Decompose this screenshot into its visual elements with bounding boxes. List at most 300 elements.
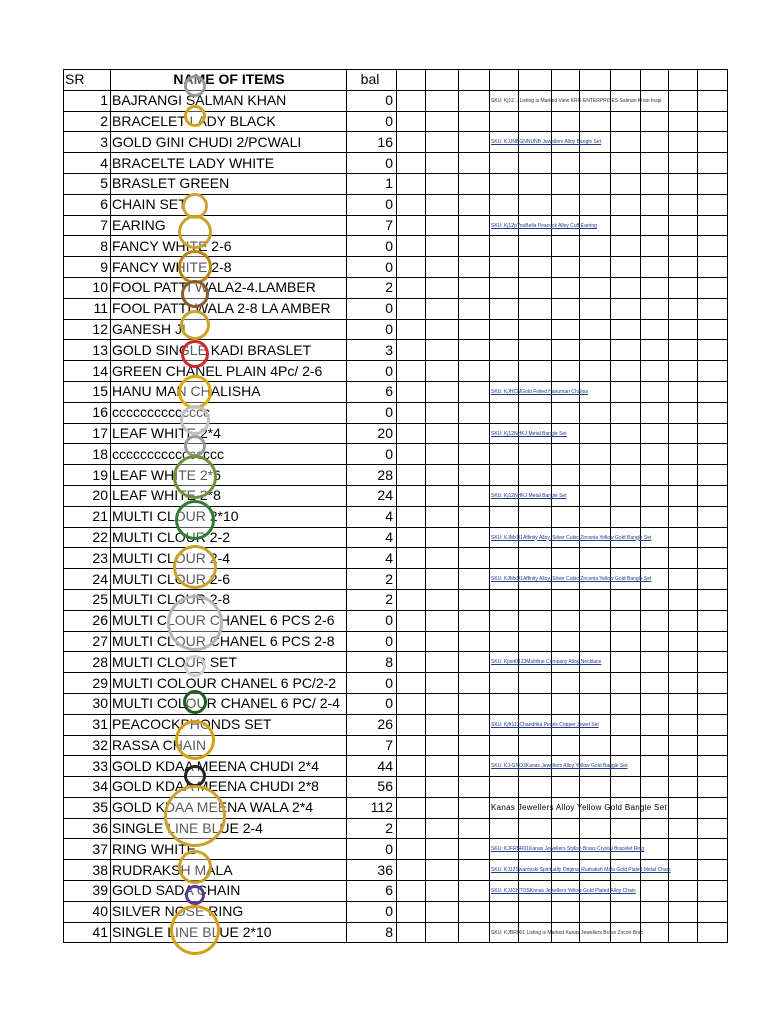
cell[interactable]: [490, 298, 519, 319]
cell[interactable]: [611, 777, 641, 798]
cell[interactable]: [669, 527, 698, 548]
cell[interactable]: [669, 756, 698, 777]
sr-cell[interactable]: 5: [64, 173, 111, 194]
cell[interactable]: [552, 277, 580, 298]
cell[interactable]: [669, 319, 698, 340]
cell[interactable]: [669, 361, 698, 382]
cell[interactable]: [698, 444, 728, 465]
cell[interactable]: [490, 277, 519, 298]
cell[interactable]: [552, 589, 580, 610]
cell[interactable]: [552, 70, 580, 91]
sr-cell[interactable]: 27: [64, 631, 111, 652]
sr-cell[interactable]: 13: [64, 340, 111, 361]
cell[interactable]: [698, 277, 728, 298]
cell[interactable]: [397, 153, 426, 174]
item-name-cell[interactable]: MULTI CLOUR 2-8: [111, 589, 347, 610]
cell[interactable]: [580, 444, 611, 465]
cell[interactable]: [459, 922, 490, 943]
cell[interactable]: [580, 298, 611, 319]
cell[interactable]: [490, 194, 519, 215]
item-name-cell[interactable]: LEAF WHITE 2*8: [111, 485, 347, 506]
cell[interactable]: [611, 652, 641, 673]
sr-cell[interactable]: 36: [64, 818, 111, 839]
cell[interactable]: [611, 381, 641, 402]
cell[interactable]: [641, 465, 669, 486]
cell[interactable]: [698, 257, 728, 278]
listing-note[interactable]: SKU: KJJCHTOSKanas Jewellers Yellow Gold Plated Alloy Chain: [491, 888, 636, 895]
cell[interactable]: [641, 901, 669, 922]
cell[interactable]: [426, 756, 459, 777]
cell[interactable]: [459, 756, 490, 777]
cell[interactable]: [698, 340, 728, 361]
bal-cell[interactable]: 2: [347, 277, 397, 298]
item-name-cell[interactable]: MULTI COLOUR CHANEL 6 PC/2-2: [111, 673, 347, 694]
cell[interactable]: [641, 298, 669, 319]
cell[interactable]: [519, 298, 552, 319]
sr-cell[interactable]: 18: [64, 444, 111, 465]
item-name-cell[interactable]: cccccccccccccccc: [111, 444, 347, 465]
cell[interactable]: [397, 839, 426, 860]
cell[interactable]: [397, 423, 426, 444]
cell[interactable]: [519, 673, 552, 694]
cell[interactable]: [397, 236, 426, 257]
cell[interactable]: [397, 194, 426, 215]
cell[interactable]: [611, 673, 641, 694]
bal-cell[interactable]: 26: [347, 714, 397, 735]
sr-cell[interactable]: 15: [64, 381, 111, 402]
cell[interactable]: [397, 881, 426, 902]
cell[interactable]: [641, 173, 669, 194]
cell[interactable]: [669, 132, 698, 153]
cell[interactable]: [552, 777, 580, 798]
listing-note[interactable]: SKU: Kjset0123Multiline Company Alloy Necklace: [491, 659, 602, 666]
sr-cell[interactable]: 16: [64, 402, 111, 423]
cell[interactable]: [698, 236, 728, 257]
cell[interactable]: [611, 485, 641, 506]
cell[interactable]: [552, 194, 580, 215]
cell[interactable]: [397, 631, 426, 652]
cell[interactable]: [459, 714, 490, 735]
cell[interactable]: [397, 652, 426, 673]
cell[interactable]: [426, 839, 459, 860]
cell[interactable]: [490, 693, 519, 714]
cell[interactable]: [426, 132, 459, 153]
cell[interactable]: [490, 860, 671, 881]
cell[interactable]: [459, 631, 490, 652]
item-name-cell[interactable]: BRASLET GREEN: [111, 173, 347, 194]
cell[interactable]: [519, 70, 552, 91]
item-name-cell[interactable]: FANCY WHITE 2-6: [111, 236, 347, 257]
cell[interactable]: [698, 818, 728, 839]
cell[interactable]: [459, 797, 490, 818]
cell[interactable]: [552, 818, 580, 839]
cell[interactable]: [397, 756, 426, 777]
cell[interactable]: [611, 402, 641, 423]
listing-note[interactable]: SKU: Kjfr113Chandrika Pearls Copper Jewel Set: [491, 721, 599, 728]
cell[interactable]: [490, 423, 567, 444]
bal-cell[interactable]: 28: [347, 465, 397, 486]
cell[interactable]: [552, 548, 580, 569]
sr-cell[interactable]: 4: [64, 153, 111, 174]
item-name-cell[interactable]: RASSA CHAIN: [111, 735, 347, 756]
bal-cell[interactable]: 4: [347, 506, 397, 527]
cell[interactable]: [698, 319, 728, 340]
cell[interactable]: [669, 610, 698, 631]
cell[interactable]: [669, 652, 698, 673]
cell[interactable]: [519, 173, 552, 194]
cell[interactable]: [490, 777, 519, 798]
bal-cell[interactable]: 0: [347, 111, 397, 132]
cell[interactable]: [490, 361, 519, 382]
cell[interactable]: [459, 236, 490, 257]
cell[interactable]: [611, 70, 641, 91]
cell[interactable]: [490, 652, 602, 673]
bal-cell[interactable]: 8: [347, 652, 397, 673]
cell[interactable]: [552, 361, 580, 382]
item-name-cell[interactable]: GREEN CHANEL PLAIN 4Pc/ 2-6: [111, 361, 347, 382]
cell[interactable]: [669, 70, 698, 91]
cell[interactable]: [698, 361, 728, 382]
bal-cell[interactable]: 0: [347, 298, 397, 319]
bal-cell[interactable]: 6: [347, 381, 397, 402]
cell[interactable]: [426, 70, 459, 91]
item-name-cell[interactable]: FANCY WHITE 2-8: [111, 257, 347, 278]
cell[interactable]: [490, 465, 519, 486]
cell[interactable]: [459, 70, 490, 91]
cell[interactable]: [397, 465, 426, 486]
cell[interactable]: [426, 465, 459, 486]
sr-cell[interactable]: 39: [64, 881, 111, 902]
cell[interactable]: [397, 444, 426, 465]
cell[interactable]: [611, 153, 641, 174]
cell[interactable]: [641, 485, 669, 506]
cell[interactable]: [611, 506, 641, 527]
item-name-cell[interactable]: GOLD GINI CHUDI 2/PCWALI: [111, 132, 347, 153]
cell[interactable]: [426, 777, 459, 798]
cell[interactable]: [641, 735, 669, 756]
cell[interactable]: [426, 673, 459, 694]
cell[interactable]: [459, 444, 490, 465]
cell[interactable]: [698, 589, 728, 610]
cell[interactable]: [552, 465, 580, 486]
cell[interactable]: [698, 777, 728, 798]
cell[interactable]: [698, 423, 728, 444]
item-name-cell[interactable]: MULTI CLOUR 2-6: [111, 569, 347, 590]
cell[interactable]: [669, 298, 698, 319]
cell[interactable]: [611, 236, 641, 257]
bal-cell[interactable]: 4: [347, 548, 397, 569]
cell[interactable]: [519, 361, 552, 382]
cell[interactable]: [669, 860, 698, 881]
sr-cell[interactable]: 26: [64, 610, 111, 631]
item-name-cell[interactable]: MULTI COLOUR CHANEL 6 PC/ 2-4: [111, 693, 347, 714]
cell[interactable]: [580, 548, 611, 569]
cell[interactable]: [490, 881, 636, 902]
bal-cell[interactable]: 0: [347, 839, 397, 860]
cell[interactable]: [519, 340, 552, 361]
cell[interactable]: [397, 569, 426, 590]
bal-cell[interactable]: 16: [347, 132, 397, 153]
cell[interactable]: [426, 340, 459, 361]
bal-cell[interactable]: 2: [347, 569, 397, 590]
cell[interactable]: [611, 714, 641, 735]
cell[interactable]: [397, 402, 426, 423]
cell[interactable]: [459, 881, 490, 902]
cell[interactable]: [611, 589, 641, 610]
cell[interactable]: [459, 90, 490, 111]
cell[interactable]: [397, 548, 426, 569]
sr-cell[interactable]: 30: [64, 693, 111, 714]
cell[interactable]: [580, 277, 611, 298]
cell[interactable]: [459, 735, 490, 756]
cell[interactable]: [669, 922, 698, 943]
cell[interactable]: [611, 901, 641, 922]
cell[interactable]: [426, 693, 459, 714]
cell[interactable]: [611, 173, 641, 194]
cell[interactable]: [459, 361, 490, 382]
cell[interactable]: [490, 673, 519, 694]
cell[interactable]: [397, 319, 426, 340]
listing-note[interactable]: SKU: KJHCMGold Foiled Hanuman Chalisa: [491, 388, 588, 395]
cell[interactable]: [426, 506, 459, 527]
cell[interactable]: [698, 215, 728, 236]
cell[interactable]: [519, 465, 552, 486]
cell[interactable]: [397, 381, 426, 402]
cell[interactable]: [519, 777, 552, 798]
cell[interactable]: [698, 132, 728, 153]
cell[interactable]: [580, 70, 611, 91]
cell[interactable]: [669, 569, 698, 590]
cell[interactable]: [490, 548, 519, 569]
cell[interactable]: [580, 361, 611, 382]
listing-note[interactable]: SKU: KJ-GNO3Kanas Jewellers Alloy Yellow Gold Bangle Set: [491, 763, 628, 770]
bal-cell[interactable]: 24: [347, 485, 397, 506]
cell[interactable]: [641, 319, 669, 340]
cell[interactable]: [426, 485, 459, 506]
cell[interactable]: [490, 340, 519, 361]
cell[interactable]: [669, 485, 698, 506]
cell[interactable]: [669, 548, 698, 569]
listing-note[interactable]: SKU: Kj12NHKJ Metal Bangle Set: [491, 492, 567, 499]
item-name-cell[interactable]: RUDRAKSH MALA: [111, 860, 347, 881]
cell[interactable]: [519, 236, 552, 257]
cell[interactable]: [426, 797, 459, 818]
cell[interactable]: [459, 839, 490, 860]
cell[interactable]: [459, 818, 490, 839]
cell[interactable]: [669, 257, 698, 278]
cell[interactable]: [459, 340, 490, 361]
bal-cell[interactable]: 0: [347, 257, 397, 278]
bal-cell[interactable]: 6: [347, 881, 397, 902]
cell[interactable]: [519, 257, 552, 278]
cell[interactable]: [459, 173, 490, 194]
cell[interactable]: [459, 610, 490, 631]
cell[interactable]: [552, 402, 580, 423]
cell[interactable]: [641, 444, 669, 465]
cell[interactable]: [669, 901, 698, 922]
listing-note[interactable]: SKU: KJBR001 Listing is Marked Kanas Jewellers Brass Zircon Brac: [491, 929, 644, 936]
cell[interactable]: [611, 423, 641, 444]
cell[interactable]: [397, 277, 426, 298]
cell[interactable]: [669, 631, 698, 652]
cell[interactable]: [552, 340, 580, 361]
bal-cell[interactable]: 7: [347, 735, 397, 756]
cell[interactable]: [426, 257, 459, 278]
item-name-cell[interactable]: BRACELET LADY BLACK: [111, 111, 347, 132]
sr-cell[interactable]: 25: [64, 589, 111, 610]
cell[interactable]: [426, 215, 459, 236]
cell[interactable]: [397, 527, 426, 548]
cell[interactable]: [459, 693, 490, 714]
cell[interactable]: [459, 381, 490, 402]
item-name-cell[interactable]: MULTI CLOUR CHANEL 6 PCS 2-8: [111, 631, 347, 652]
cell[interactable]: [397, 506, 426, 527]
cell[interactable]: [698, 90, 728, 111]
item-name-cell[interactable]: SINGLE LINE BLUE 2-4: [111, 818, 347, 839]
item-name-cell[interactable]: LEAF WHITE 2*6: [111, 465, 347, 486]
cell[interactable]: [580, 777, 611, 798]
cell[interactable]: [519, 444, 552, 465]
listing-note[interactable]: SKU: KJMxD1Affinity Alloy, Silver Cubic Zirconia Yellow Gold Bangle Set: [491, 576, 652, 583]
cell[interactable]: [519, 506, 552, 527]
cell[interactable]: [552, 631, 580, 652]
header-sr[interactable]: SR: [64, 70, 111, 91]
cell[interactable]: [641, 423, 669, 444]
cell[interactable]: [519, 735, 552, 756]
item-name-cell[interactable]: GOLD KDAA MEENA CHUDI 2*4: [111, 756, 347, 777]
cell[interactable]: [698, 673, 728, 694]
cell[interactable]: [490, 215, 597, 236]
cell[interactable]: [641, 506, 669, 527]
bal-cell[interactable]: 112: [347, 797, 397, 818]
item-name-cell[interactable]: MULTI CLOUR 2-2: [111, 527, 347, 548]
cell[interactable]: [552, 173, 580, 194]
cell[interactable]: [580, 610, 611, 631]
cell[interactable]: [698, 527, 728, 548]
cell[interactable]: [459, 319, 490, 340]
cell[interactable]: [519, 693, 552, 714]
cell[interactable]: [641, 631, 669, 652]
cell[interactable]: [459, 652, 490, 673]
cell[interactable]: [552, 236, 580, 257]
cell[interactable]: [698, 735, 728, 756]
cell[interactable]: [397, 693, 426, 714]
cell[interactable]: [459, 402, 490, 423]
cell[interactable]: [641, 381, 669, 402]
cell[interactable]: [698, 901, 728, 922]
cell[interactable]: [490, 173, 519, 194]
cell[interactable]: [519, 548, 552, 569]
bal-cell[interactable]: 56: [347, 777, 397, 798]
cell[interactable]: [669, 735, 698, 756]
cell[interactable]: [459, 548, 490, 569]
cell[interactable]: [611, 257, 641, 278]
cell[interactable]: [698, 922, 728, 943]
cell[interactable]: [397, 111, 426, 132]
cell[interactable]: [580, 631, 611, 652]
cell[interactable]: [459, 860, 490, 881]
cell[interactable]: [641, 922, 669, 943]
item-name-cell[interactable]: EARING: [111, 215, 347, 236]
cell[interactable]: [641, 236, 669, 257]
cell[interactable]: [490, 444, 519, 465]
cell[interactable]: [426, 381, 459, 402]
cell[interactable]: [490, 236, 519, 257]
cell[interactable]: [490, 319, 519, 340]
cell[interactable]: [580, 465, 611, 486]
cell[interactable]: [490, 90, 662, 111]
cell[interactable]: [519, 901, 552, 922]
cell[interactable]: [397, 361, 426, 382]
cell[interactable]: [611, 111, 641, 132]
cell[interactable]: [580, 194, 611, 215]
cell[interactable]: [490, 402, 519, 423]
cell[interactable]: [426, 818, 459, 839]
sr-cell[interactable]: 22: [64, 527, 111, 548]
cell[interactable]: [580, 111, 611, 132]
cell[interactable]: [426, 735, 459, 756]
cell[interactable]: [641, 194, 669, 215]
cell[interactable]: [426, 90, 459, 111]
cell[interactable]: [669, 673, 698, 694]
sr-cell[interactable]: 32: [64, 735, 111, 756]
cell[interactable]: [698, 465, 728, 486]
cell[interactable]: [490, 485, 567, 506]
cell[interactable]: [580, 673, 611, 694]
item-name-cell[interactable]: LEAF WHITE 2*4: [111, 423, 347, 444]
cell[interactable]: [552, 444, 580, 465]
cell[interactable]: [611, 693, 641, 714]
bal-cell[interactable]: 4: [347, 527, 397, 548]
cell[interactable]: [397, 215, 426, 236]
cell[interactable]: [580, 319, 611, 340]
item-name-cell[interactable]: MULTI CLOUR CHANEL 6 PCS 2-6: [111, 610, 347, 631]
header-bal[interactable]: bal: [347, 70, 397, 91]
cell[interactable]: [611, 465, 641, 486]
cell[interactable]: [669, 777, 698, 798]
cell[interactable]: [426, 548, 459, 569]
cell[interactable]: [580, 423, 611, 444]
cell[interactable]: [397, 173, 426, 194]
cell[interactable]: [490, 901, 519, 922]
cell[interactable]: [698, 506, 728, 527]
cell[interactable]: [698, 485, 728, 506]
cell[interactable]: [669, 153, 698, 174]
sr-cell[interactable]: 1: [64, 90, 111, 111]
cell[interactable]: [426, 277, 459, 298]
sr-cell[interactable]: 3: [64, 132, 111, 153]
sr-cell[interactable]: 24: [64, 569, 111, 590]
cell[interactable]: [698, 569, 728, 590]
cell[interactable]: [519, 818, 552, 839]
cell[interactable]: [519, 111, 552, 132]
cell[interactable]: [698, 381, 728, 402]
sr-cell[interactable]: 19: [64, 465, 111, 486]
cell[interactable]: [580, 257, 611, 278]
item-name-cell[interactable]: GOLD SADA CHAIN: [111, 881, 347, 902]
item-name-cell[interactable]: MULTI CLOUR SET: [111, 652, 347, 673]
bal-cell[interactable]: 0: [347, 901, 397, 922]
sr-cell[interactable]: 34: [64, 777, 111, 798]
cell[interactable]: [426, 901, 459, 922]
bal-cell[interactable]: 0: [347, 194, 397, 215]
cell[interactable]: [669, 236, 698, 257]
cell[interactable]: [490, 797, 667, 818]
cell[interactable]: [641, 548, 669, 569]
cell[interactable]: [698, 693, 728, 714]
cell[interactable]: [669, 90, 698, 111]
cell[interactable]: [641, 70, 669, 91]
